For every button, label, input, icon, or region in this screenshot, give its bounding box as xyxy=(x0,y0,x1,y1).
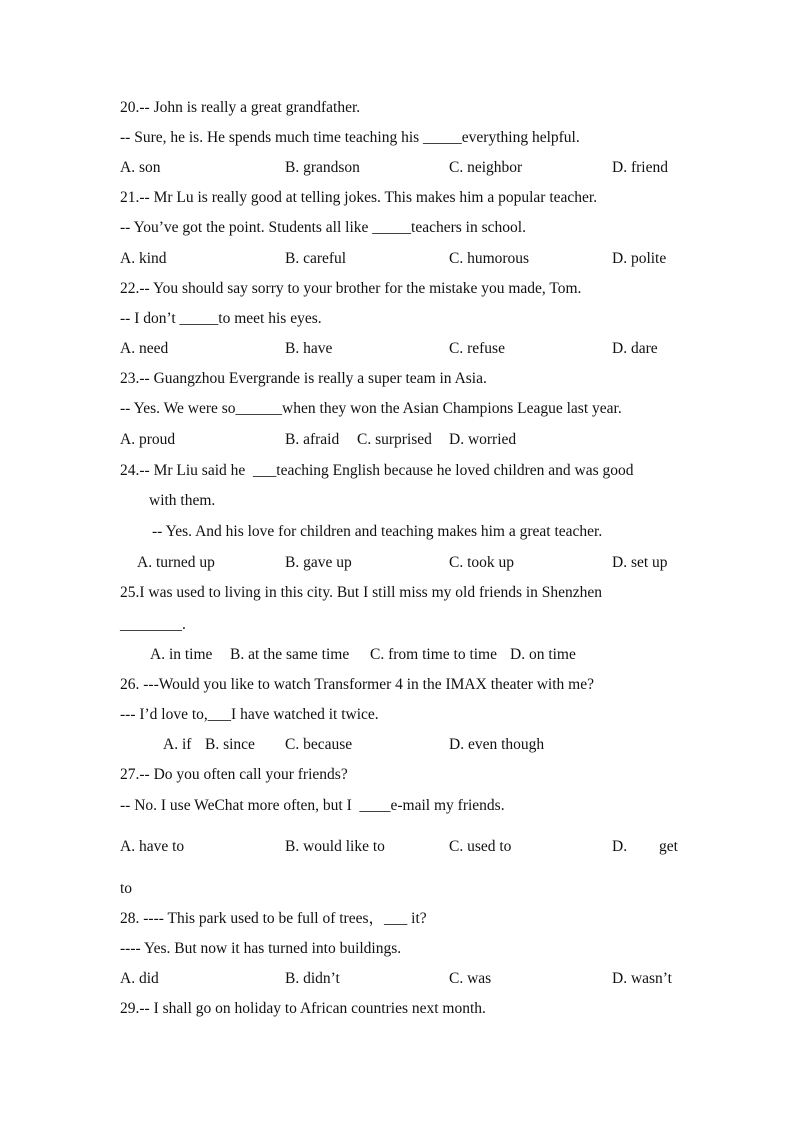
option-26-d: D. even though xyxy=(449,736,545,753)
answer-28: ---- Yes. But now it has turned into buildings. xyxy=(120,940,402,957)
option-27-d: D. xyxy=(612,838,628,855)
option-23-b: B. afraid xyxy=(285,431,340,448)
option-21-a: A. kind xyxy=(120,250,167,267)
answer-27: -- No. I use WeChat more often, but I ____e-mail my friends. xyxy=(120,797,505,814)
answer-23: -- Yes. We were so______when they won the Asian Champions League last year. xyxy=(120,400,622,417)
option-27-b: B. would like to xyxy=(285,838,385,855)
option-28-d: D. wasn’t xyxy=(612,970,672,987)
option-21-b: B. careful xyxy=(285,250,347,267)
question-29: 29.-- I shall go on holiday to African countries next month. xyxy=(120,1000,486,1017)
question-24-cont: with them. xyxy=(149,492,216,509)
answer-24: -- Yes. And his love for children and teaching makes him a great teacher. xyxy=(152,523,603,540)
option-23-a: A. proud xyxy=(120,431,176,448)
option-22-b: B. have xyxy=(285,340,333,357)
question-26: 26. ---Would you like to watch Transformer 4 in the IMAX theater with me? xyxy=(120,676,594,693)
option-25-a: A. in time xyxy=(150,646,213,663)
question-25: 25.I was used to living in this city. But I still miss my old friends in Shenzhen xyxy=(120,584,603,601)
option-21-d: D. polite xyxy=(612,250,667,267)
answer-26: --- I’d love to,___I have watched it twice. xyxy=(120,706,379,723)
option-24-b: B. gave up xyxy=(285,554,352,571)
option-26-b: B. since xyxy=(205,736,255,753)
option-22-c: C. refuse xyxy=(449,340,505,357)
option-23-d: D. worried xyxy=(449,431,517,448)
question-22: 22.-- You should say sorry to your brother for the mistake you made, Tom. xyxy=(120,280,582,297)
question-24: 24.-- Mr Liu said he ___teaching English because he loved children and was good xyxy=(120,462,634,479)
option-27-a: A. have to xyxy=(120,838,185,855)
option-22-d: D. dare xyxy=(612,340,658,357)
answer-20: -- Sure, he is. He spends much time teaching his _____everything helpful. xyxy=(120,129,580,146)
option-27-d-text: get xyxy=(659,838,678,855)
question-28: 28. ---- This park used to be full of trees，___ it? xyxy=(120,910,427,927)
answer-22: -- I don’t _____to meet his eyes. xyxy=(120,310,322,327)
option-22-a: A. need xyxy=(120,340,169,357)
option-23-c: C. surprised xyxy=(357,431,432,448)
option-26-c: C. because xyxy=(285,736,353,753)
option-24-c: C. took up xyxy=(449,554,515,571)
option-25-c: C. from time to time xyxy=(370,646,497,663)
option-20-d: D. friend xyxy=(612,159,668,176)
option-20-b: B. grandson xyxy=(285,159,360,176)
option-27-d-cont: to xyxy=(120,880,133,897)
option-24-a: A. turned up xyxy=(137,554,215,571)
question-25-blank: ________. xyxy=(120,616,186,633)
option-25-d: D. on time xyxy=(510,646,576,663)
question-20: 20.-- John is really a great grandfather. xyxy=(120,99,361,116)
question-27: 27.-- Do you often call your friends? xyxy=(120,766,348,783)
option-28-c: C. was xyxy=(449,970,492,987)
answer-21: -- You’ve got the point. Students all like _____teachers in school. xyxy=(120,219,526,236)
option-28-b: B. didn’t xyxy=(285,970,340,987)
question-21: 21.-- Mr Lu is really good at telling jokes. This makes him a popular teacher. xyxy=(120,189,598,206)
option-20-c: C. neighbor xyxy=(449,159,523,176)
option-25-b: B. at the same time xyxy=(230,646,350,663)
option-27-c: C. used to xyxy=(449,838,512,855)
question-23: 23.-- Guangzhou Evergrande is really a super team in Asia. xyxy=(120,370,487,387)
option-20-a: A. son xyxy=(120,159,161,176)
option-28-a: A. did xyxy=(120,970,159,987)
option-26-a: A. if xyxy=(163,736,192,753)
option-21-c: C. humorous xyxy=(449,250,530,267)
option-24-d: D. set up xyxy=(612,554,668,571)
